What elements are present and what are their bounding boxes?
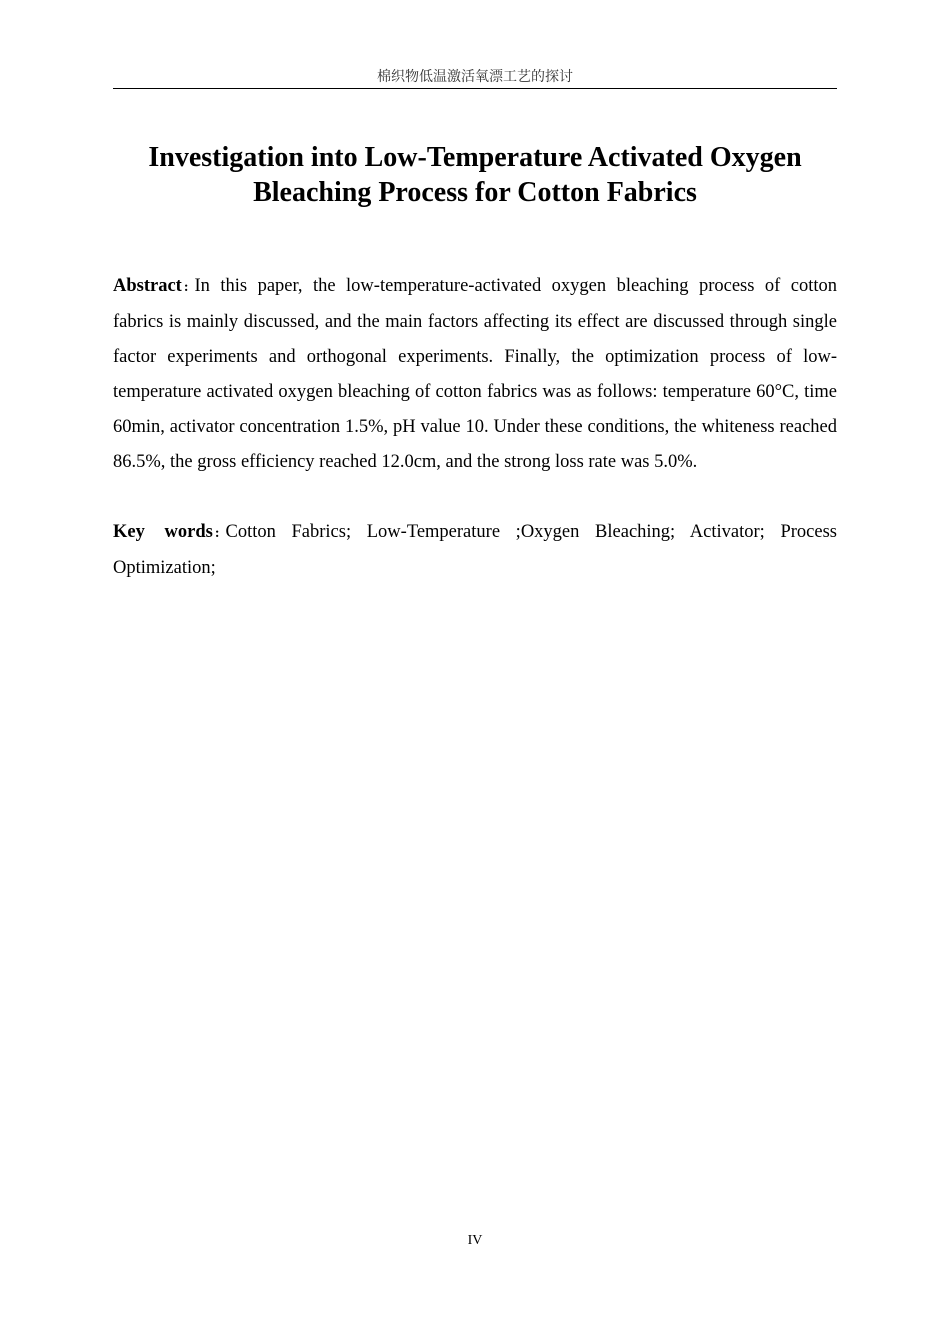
header-rule xyxy=(113,88,837,89)
abstract-separator: : xyxy=(183,280,189,295)
keywords-paragraph xyxy=(113,515,837,586)
abstract-paragraph xyxy=(113,269,837,480)
keywords-label: Key words xyxy=(113,522,213,542)
keywords-separator: : xyxy=(214,526,220,541)
title-line-1: Investigation into Low-Temperature Activated Oxygen xyxy=(148,142,802,173)
title-line-2: Bleaching Process for Cotton Fabrics xyxy=(253,177,697,208)
abstract-label: Abstract xyxy=(113,276,182,296)
keywords-text: Cotton Fabrics; Low-Temperature ;Oxygen Bleaching; Activator; Process Optimization; xyxy=(113,522,837,578)
abstract-text: In this paper, the low-temperature-activated oxygen bleaching process of cotton fabrics is mainly discussed, and the main factors affecting its effect are discussed through single factor experiments and orthogonal experiments. Finally, the optimization process of low-temperature activated oxygen bleaching of cotton fabrics was as follows: temperature 60°C, time 60min, activator concentration 1.5%, pH value 10. Under these conditions, the whiteness reached 86.5%, the gross efficiency reached 12.0cm, and the strong loss rate was 5.0%. xyxy=(113,276,837,472)
page-number: IV xyxy=(467,1233,483,1248)
running-header: 棉织物低温激活氧漂工艺的探讨 xyxy=(377,69,573,85)
paper-title xyxy=(113,140,837,210)
